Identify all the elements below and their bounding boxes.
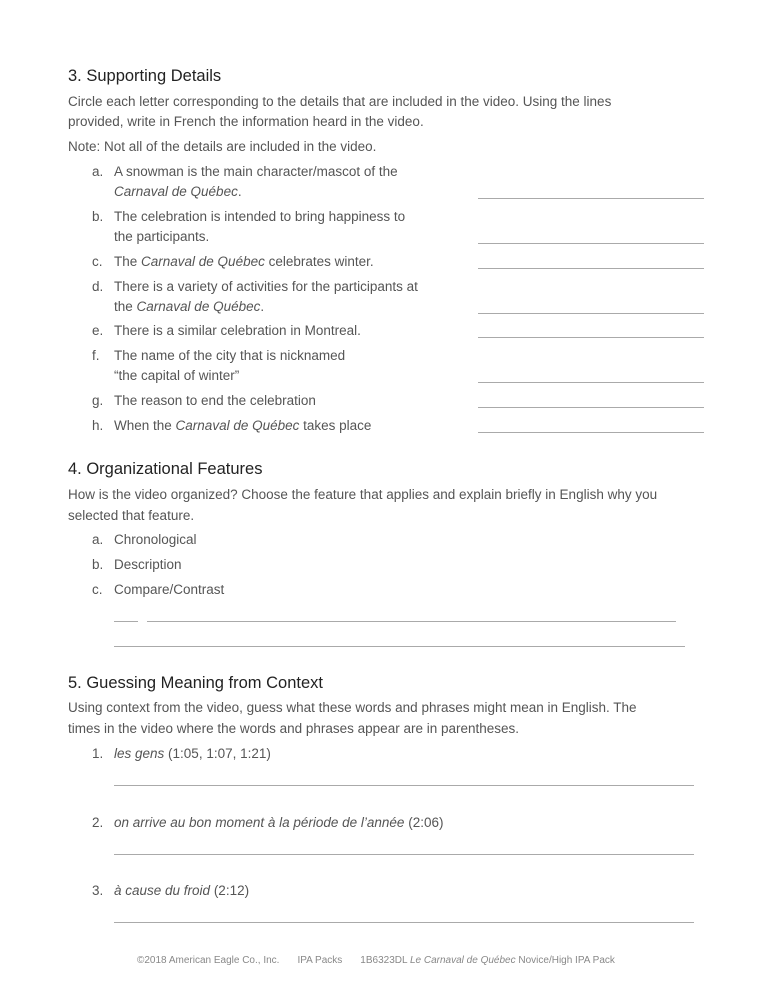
- item-letter[interactable]: a.: [92, 164, 104, 179]
- item-text: “the capital of winter”: [114, 368, 240, 383]
- item-number: 2.: [92, 815, 104, 830]
- phrase: [114, 814, 443, 832]
- text: The: [114, 254, 142, 269]
- option-text: Chronological: [114, 532, 197, 547]
- answer-line[interactable]: [478, 268, 704, 269]
- footer: [137, 955, 633, 966]
- answer-line[interactable]: [478, 382, 704, 383]
- item-text: There is a variety of activities for the participants at: [114, 279, 418, 294]
- item-text: [114, 417, 371, 435]
- option-text: Compare/Contrast: [114, 582, 225, 597]
- item-text: The name of the city that is nicknamed: [114, 348, 346, 363]
- french-phrase: les gens: [114, 746, 165, 761]
- italic-title: Carnaval de Québec: [114, 184, 238, 199]
- item-text: the participants.: [114, 229, 210, 244]
- italic-title: Carnaval de Québec: [136, 299, 261, 314]
- answer-line-short[interactable]: [114, 621, 138, 622]
- answer-line[interactable]: [478, 407, 704, 408]
- item-letter[interactable]: h.: [92, 418, 104, 433]
- text: takes place: [299, 418, 372, 433]
- answer-line[interactable]: [478, 337, 704, 338]
- option-letter[interactable]: c.: [92, 582, 103, 597]
- section-3-heading: 3. Supporting Details: [68, 67, 222, 85]
- answer-line[interactable]: [478, 243, 704, 244]
- answer-line[interactable]: [114, 785, 694, 786]
- product-code: 1B6323DL: [360, 955, 410, 966]
- answer-line[interactable]: [114, 646, 685, 647]
- copyright: ©2018 American Eagle Co., Inc.: [137, 955, 280, 966]
- item-letter[interactable]: g.: [92, 393, 104, 408]
- pack-title: Le Carnaval de Québec: [409, 955, 516, 966]
- phrase: [114, 745, 271, 763]
- italic-title: Carnaval de Québec: [175, 418, 300, 433]
- item-number: 3.: [92, 883, 104, 898]
- instructions: provided, write in French the information heard in the video.: [68, 114, 424, 129]
- option-letter[interactable]: a.: [92, 532, 104, 547]
- instructions: How is the video organized? Choose the feature that applies and explain briefly in English why you: [68, 487, 658, 502]
- phrase: [114, 882, 249, 900]
- note: Note: Not all of the details are included in the video.: [68, 139, 377, 154]
- item-text: [114, 253, 374, 271]
- item-letter[interactable]: f.: [92, 348, 100, 363]
- answer-line[interactable]: [114, 922, 694, 923]
- answer-line[interactable]: [114, 854, 694, 855]
- item-letter[interactable]: d.: [92, 279, 104, 294]
- answer-line[interactable]: [478, 313, 704, 314]
- item-letter[interactable]: c.: [92, 254, 103, 269]
- item-text: The celebration is intended to bring happiness to: [114, 209, 406, 224]
- timestamp: (2:06): [404, 815, 444, 830]
- item-text: A snowman is the main character/mascot of the: [114, 164, 398, 179]
- series: IPA Packs: [297, 955, 343, 966]
- section-5-heading: 5. Guessing Meaning from Context: [68, 674, 323, 692]
- item-text: The reason to end the celebration: [114, 393, 316, 408]
- option-text: Description: [114, 557, 182, 572]
- french-phrase: à cause du froid: [114, 883, 211, 898]
- italic-title: Carnaval de Québec: [141, 254, 265, 269]
- text: .: [260, 299, 265, 314]
- timestamp: (1:05, 1:07, 1:21): [164, 746, 271, 761]
- instructions: Using context from the video, guess what these words and phrases might mean in English. The: [68, 700, 637, 715]
- item-text: There is a similar celebration in Montreal.: [114, 323, 361, 338]
- instructions: times in the video where the words and phrases appear are in parentheses.: [68, 721, 520, 736]
- text: celebrates winter.: [264, 254, 374, 269]
- text: .: [237, 184, 242, 199]
- option-letter[interactable]: b.: [92, 557, 104, 572]
- item-letter[interactable]: e.: [92, 323, 104, 338]
- answer-line[interactable]: [478, 432, 704, 433]
- item-text: [114, 298, 264, 316]
- item-text: [114, 183, 242, 201]
- section-4-heading: 4. Organizational Features: [68, 460, 263, 478]
- french-phrase: on arrive au bon moment à la période de l’année: [114, 815, 405, 830]
- answer-line[interactable]: [147, 621, 676, 622]
- answer-line[interactable]: [478, 198, 704, 199]
- instructions: Circle each letter corresponding to the details that are included in the video. Using the lines: [68, 94, 612, 109]
- timestamp: (2:12): [210, 883, 250, 898]
- text: the: [114, 299, 137, 314]
- text: When the: [114, 418, 176, 433]
- item-letter[interactable]: b.: [92, 209, 104, 224]
- pack-level: Novice/High IPA Pack: [515, 955, 615, 966]
- item-number: 1.: [92, 746, 104, 761]
- instructions: selected that feature.: [68, 508, 195, 523]
